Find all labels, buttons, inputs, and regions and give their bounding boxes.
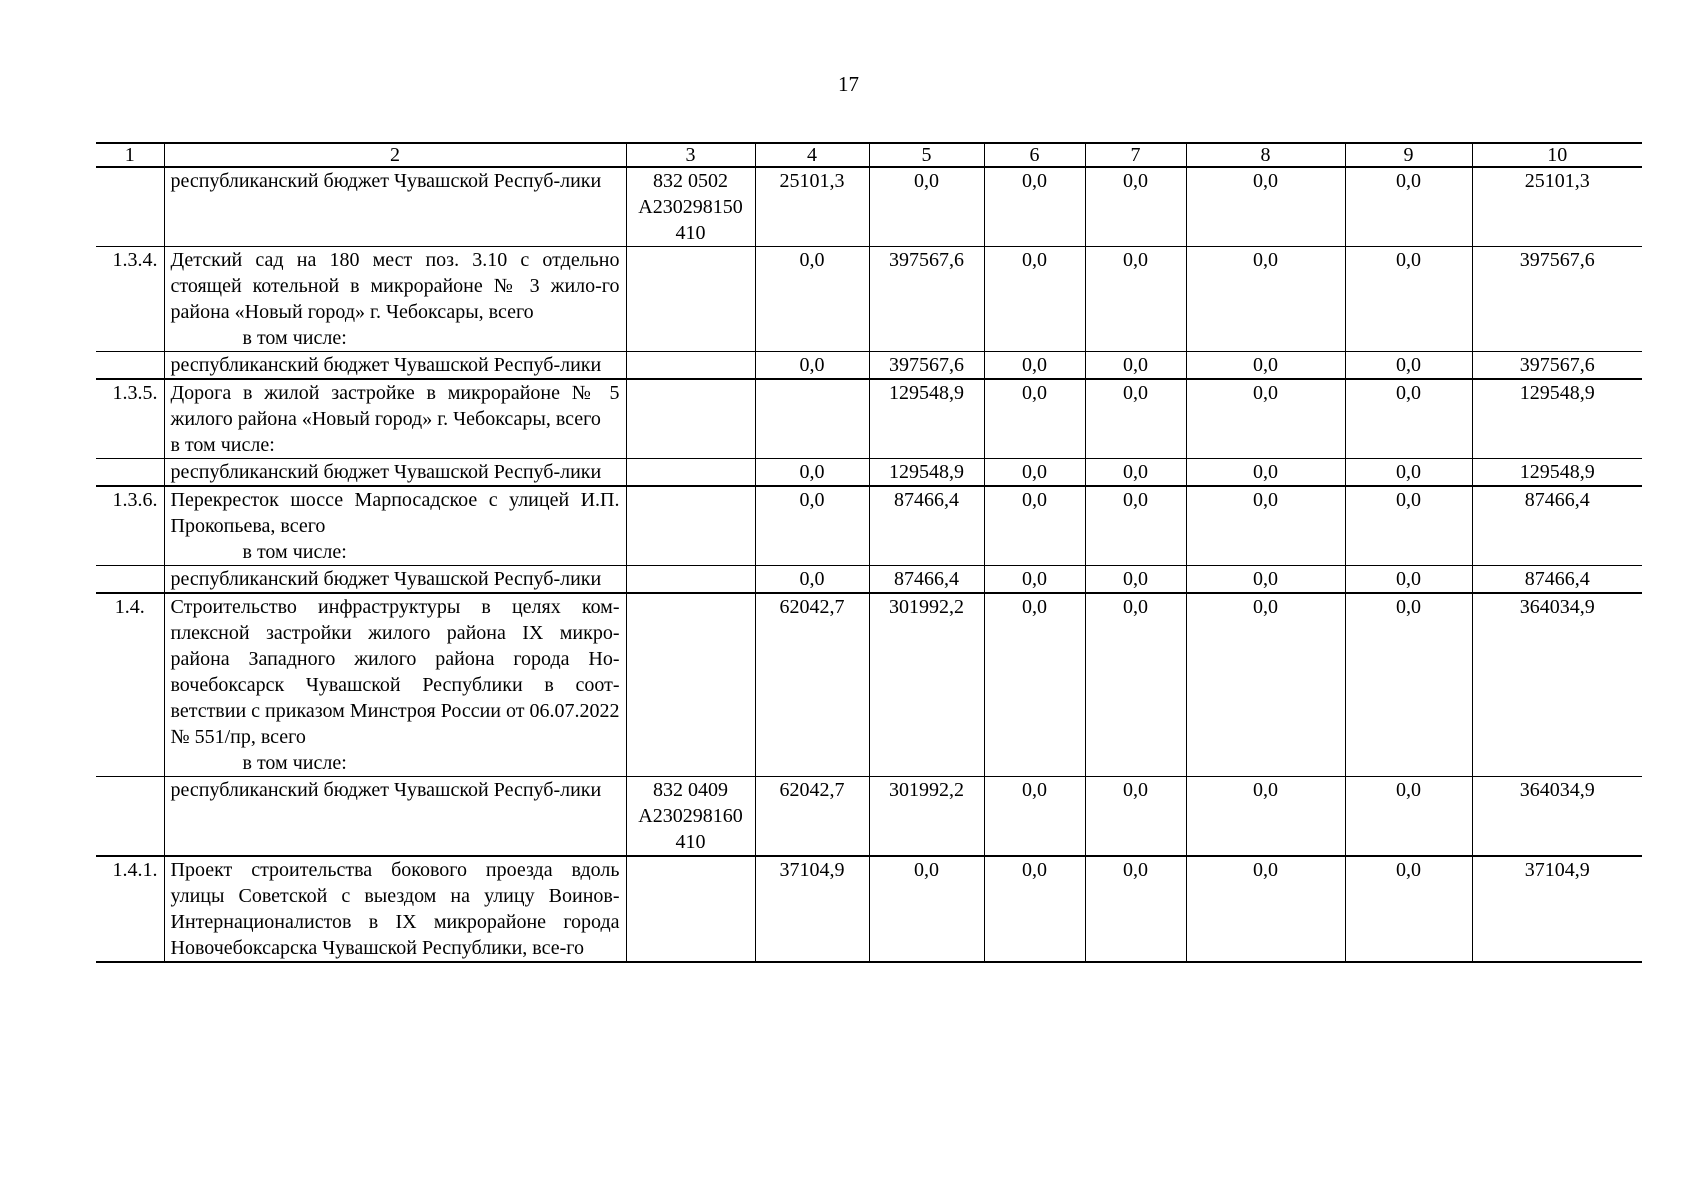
value-cell: 0,0: [1085, 379, 1186, 459]
budget-code: [626, 459, 755, 487]
value-cell: 129548,9: [869, 379, 984, 459]
value-cell: 87466,4: [869, 566, 984, 594]
value-cell: 0,0: [1345, 352, 1472, 380]
row-number: [96, 352, 164, 380]
budget-code: [626, 352, 755, 380]
value-cell: 0,0: [1345, 459, 1472, 487]
value-cell: 0,0: [1345, 593, 1472, 777]
value-cell: 0,0: [1085, 856, 1186, 962]
value-cell: 0,0: [755, 247, 869, 352]
value-cell: 129548,9: [869, 459, 984, 487]
value-cell: 0,0: [984, 247, 1085, 352]
column-header: 5: [869, 143, 984, 167]
value-cell: 87466,4: [869, 486, 984, 566]
row-name-cell: [164, 379, 626, 459]
value-cell: 129548,9: [1472, 459, 1642, 487]
row-subtitle: в том числе:: [242, 327, 347, 349]
value-cell: 0,0: [984, 777, 1085, 857]
column-header: 10: [1472, 143, 1642, 167]
row-name-cell: [164, 247, 626, 352]
value-cell: 0,0: [1186, 379, 1345, 459]
value-cell: 129548,9: [1472, 379, 1642, 459]
value-cell: 0,0: [755, 459, 869, 487]
table-row: [96, 352, 1642, 380]
table-row: [96, 379, 1642, 459]
row-name: республиканский бюджет Чувашской Респуб-лики: [164, 777, 626, 857]
value-cell: 0,0: [1085, 593, 1186, 777]
value-cell: 0,0: [1085, 566, 1186, 594]
value-cell: 0,0: [1085, 352, 1186, 380]
value-cell: 25101,3: [1472, 167, 1642, 247]
value-cell: 0,0: [869, 856, 984, 962]
row-name: Перекресток шоссе Марпосадское с улицей И.П. Прокопьева, всего: [170, 489, 620, 537]
value-cell: 0,0: [1085, 459, 1186, 487]
value-cell: [755, 379, 869, 459]
value-cell: 62042,7: [755, 593, 869, 777]
row-subtitle: в том числе:: [242, 541, 347, 563]
table-row: [96, 247, 1642, 352]
budget-code-line: 410: [675, 831, 706, 853]
value-cell: 0,0: [755, 486, 869, 566]
value-cell: 0,0: [984, 486, 1085, 566]
table-row: [96, 593, 1642, 777]
value-cell: 0,0: [1186, 459, 1345, 487]
budget-code-line: А230298160: [638, 805, 743, 827]
budget-code: [626, 379, 755, 459]
table-row: [96, 566, 1642, 594]
value-cell: 364034,9: [1472, 777, 1642, 857]
value-cell: 0,0: [1186, 167, 1345, 247]
value-cell: 0,0: [1186, 247, 1345, 352]
budget-code-line: 832 0502: [653, 170, 728, 192]
row-name: Дорога в жилой застройке в микрорайоне № 5 жилого района «Новый город» г. Чебоксары, всего: [170, 382, 620, 430]
row-number: 1.3.5.: [96, 379, 164, 459]
table-row: [96, 777, 1642, 857]
value-cell: 397567,6: [869, 247, 984, 352]
value-cell: 0,0: [984, 379, 1085, 459]
row-name: Детский сад на 180 мест поз. 3.10 с отдельно стоящей котельной в микрорайоне № 3 жило-го района «Новый город» г. Чебоксары, всего: [170, 249, 620, 323]
budget-code-line: 832 0409: [653, 779, 728, 801]
value-cell: 0,0: [1186, 777, 1345, 857]
value-cell: 0,0: [755, 352, 869, 380]
value-cell: 0,0: [1345, 566, 1472, 594]
value-cell: 0,0: [984, 352, 1085, 380]
value-cell: 0,0: [1186, 856, 1345, 962]
column-header: 2: [164, 143, 626, 167]
table-row: [96, 486, 1642, 566]
row-subtitle: в том числе:: [242, 752, 347, 774]
value-cell: 0,0: [984, 459, 1085, 487]
value-cell: 0,0: [984, 856, 1085, 962]
value-cell: 397567,6: [1472, 247, 1642, 352]
budget-code: [626, 593, 755, 777]
value-cell: 397567,6: [1472, 352, 1642, 380]
budget-table: [96, 142, 1642, 963]
budget-code: [626, 247, 755, 352]
budget-code-line: А230298150: [638, 196, 743, 218]
row-name-cell: [164, 593, 626, 777]
value-cell: 0,0: [869, 167, 984, 247]
row-number: 1.4.: [96, 593, 164, 777]
row-number: 1.3.6.: [96, 486, 164, 566]
value-cell: 0,0: [1085, 777, 1186, 857]
column-header: 4: [755, 143, 869, 167]
column-header: 1: [96, 143, 164, 167]
value-cell: 364034,9: [1472, 593, 1642, 777]
column-header: 9: [1345, 143, 1472, 167]
column-header: 8: [1186, 143, 1345, 167]
budget-code: [626, 856, 755, 962]
value-cell: 0,0: [1085, 167, 1186, 247]
row-number: [96, 566, 164, 594]
row-number: [96, 459, 164, 487]
row-number: 1.3.4.: [96, 247, 164, 352]
row-number: 1.4.1.: [96, 856, 164, 962]
value-cell: 301992,2: [869, 593, 984, 777]
value-cell: 0,0: [1085, 486, 1186, 566]
table-row: [96, 167, 1642, 247]
value-cell: 0,0: [1186, 352, 1345, 380]
value-cell: 37104,9: [755, 856, 869, 962]
value-cell: 0,0: [1186, 486, 1345, 566]
column-header: 3: [626, 143, 755, 167]
value-cell: 25101,3: [755, 167, 869, 247]
value-cell: 0,0: [1345, 167, 1472, 247]
table-row: [96, 856, 1642, 962]
budget-code: [626, 777, 755, 857]
budget-code: [626, 486, 755, 566]
row-name: республиканский бюджет Чувашской Респуб-лики: [164, 352, 626, 380]
column-header: 6: [984, 143, 1085, 167]
value-cell: 0,0: [755, 566, 869, 594]
row-subtitle: в том числе:: [170, 434, 275, 456]
value-cell: 0,0: [984, 566, 1085, 594]
budget-code: [626, 167, 755, 247]
budget-code: [626, 566, 755, 594]
row-number: [96, 777, 164, 857]
value-cell: 62042,7: [755, 777, 869, 857]
budget-code-line: 410: [675, 222, 706, 244]
value-cell: 0,0: [984, 167, 1085, 247]
value-cell: 37104,9: [1472, 856, 1642, 962]
value-cell: 0,0: [1186, 593, 1345, 777]
row-name: республиканский бюджет Чувашской Респуб-лики: [164, 459, 626, 487]
value-cell: 0,0: [1186, 566, 1345, 594]
header-row: [96, 143, 1642, 167]
row-name: Проект строительства бокового проезда вдоль улицы Советской с выездом на улицу Воинов-Интернационалистов в IX микрорайоне города Новочебоксарска Чувашской Республики, все-го: [164, 856, 626, 962]
value-cell: 87466,4: [1472, 486, 1642, 566]
value-cell: 0,0: [1345, 486, 1472, 566]
value-cell: 0,0: [984, 593, 1085, 777]
row-name: республиканский бюджет Чувашской Респуб-лики: [164, 566, 626, 594]
value-cell: 0,0: [1345, 856, 1472, 962]
row-name: республиканский бюджет Чувашской Респуб-лики: [164, 167, 626, 247]
row-number: [96, 167, 164, 247]
page-number: 17: [838, 72, 859, 96]
value-cell: 0,0: [1345, 247, 1472, 352]
row-name: Строительство инфраструктуры в целях ком-плексной застройки жилого района IX микро-района Западного жилого района города Но-вочебоксарск Чувашской Республики в соот-ветствии с приказом Минстроя России от 06.07.2022 № 551/пр, всего: [170, 596, 620, 748]
value-cell: 397567,6: [869, 352, 984, 380]
column-header: 7: [1085, 143, 1186, 167]
value-cell: 0,0: [1085, 247, 1186, 352]
value-cell: 0,0: [1345, 777, 1472, 857]
value-cell: 87466,4: [1472, 566, 1642, 594]
value-cell: 0,0: [1345, 379, 1472, 459]
row-name-cell: [164, 486, 626, 566]
value-cell: 301992,2: [869, 777, 984, 857]
table-row: [96, 459, 1642, 487]
